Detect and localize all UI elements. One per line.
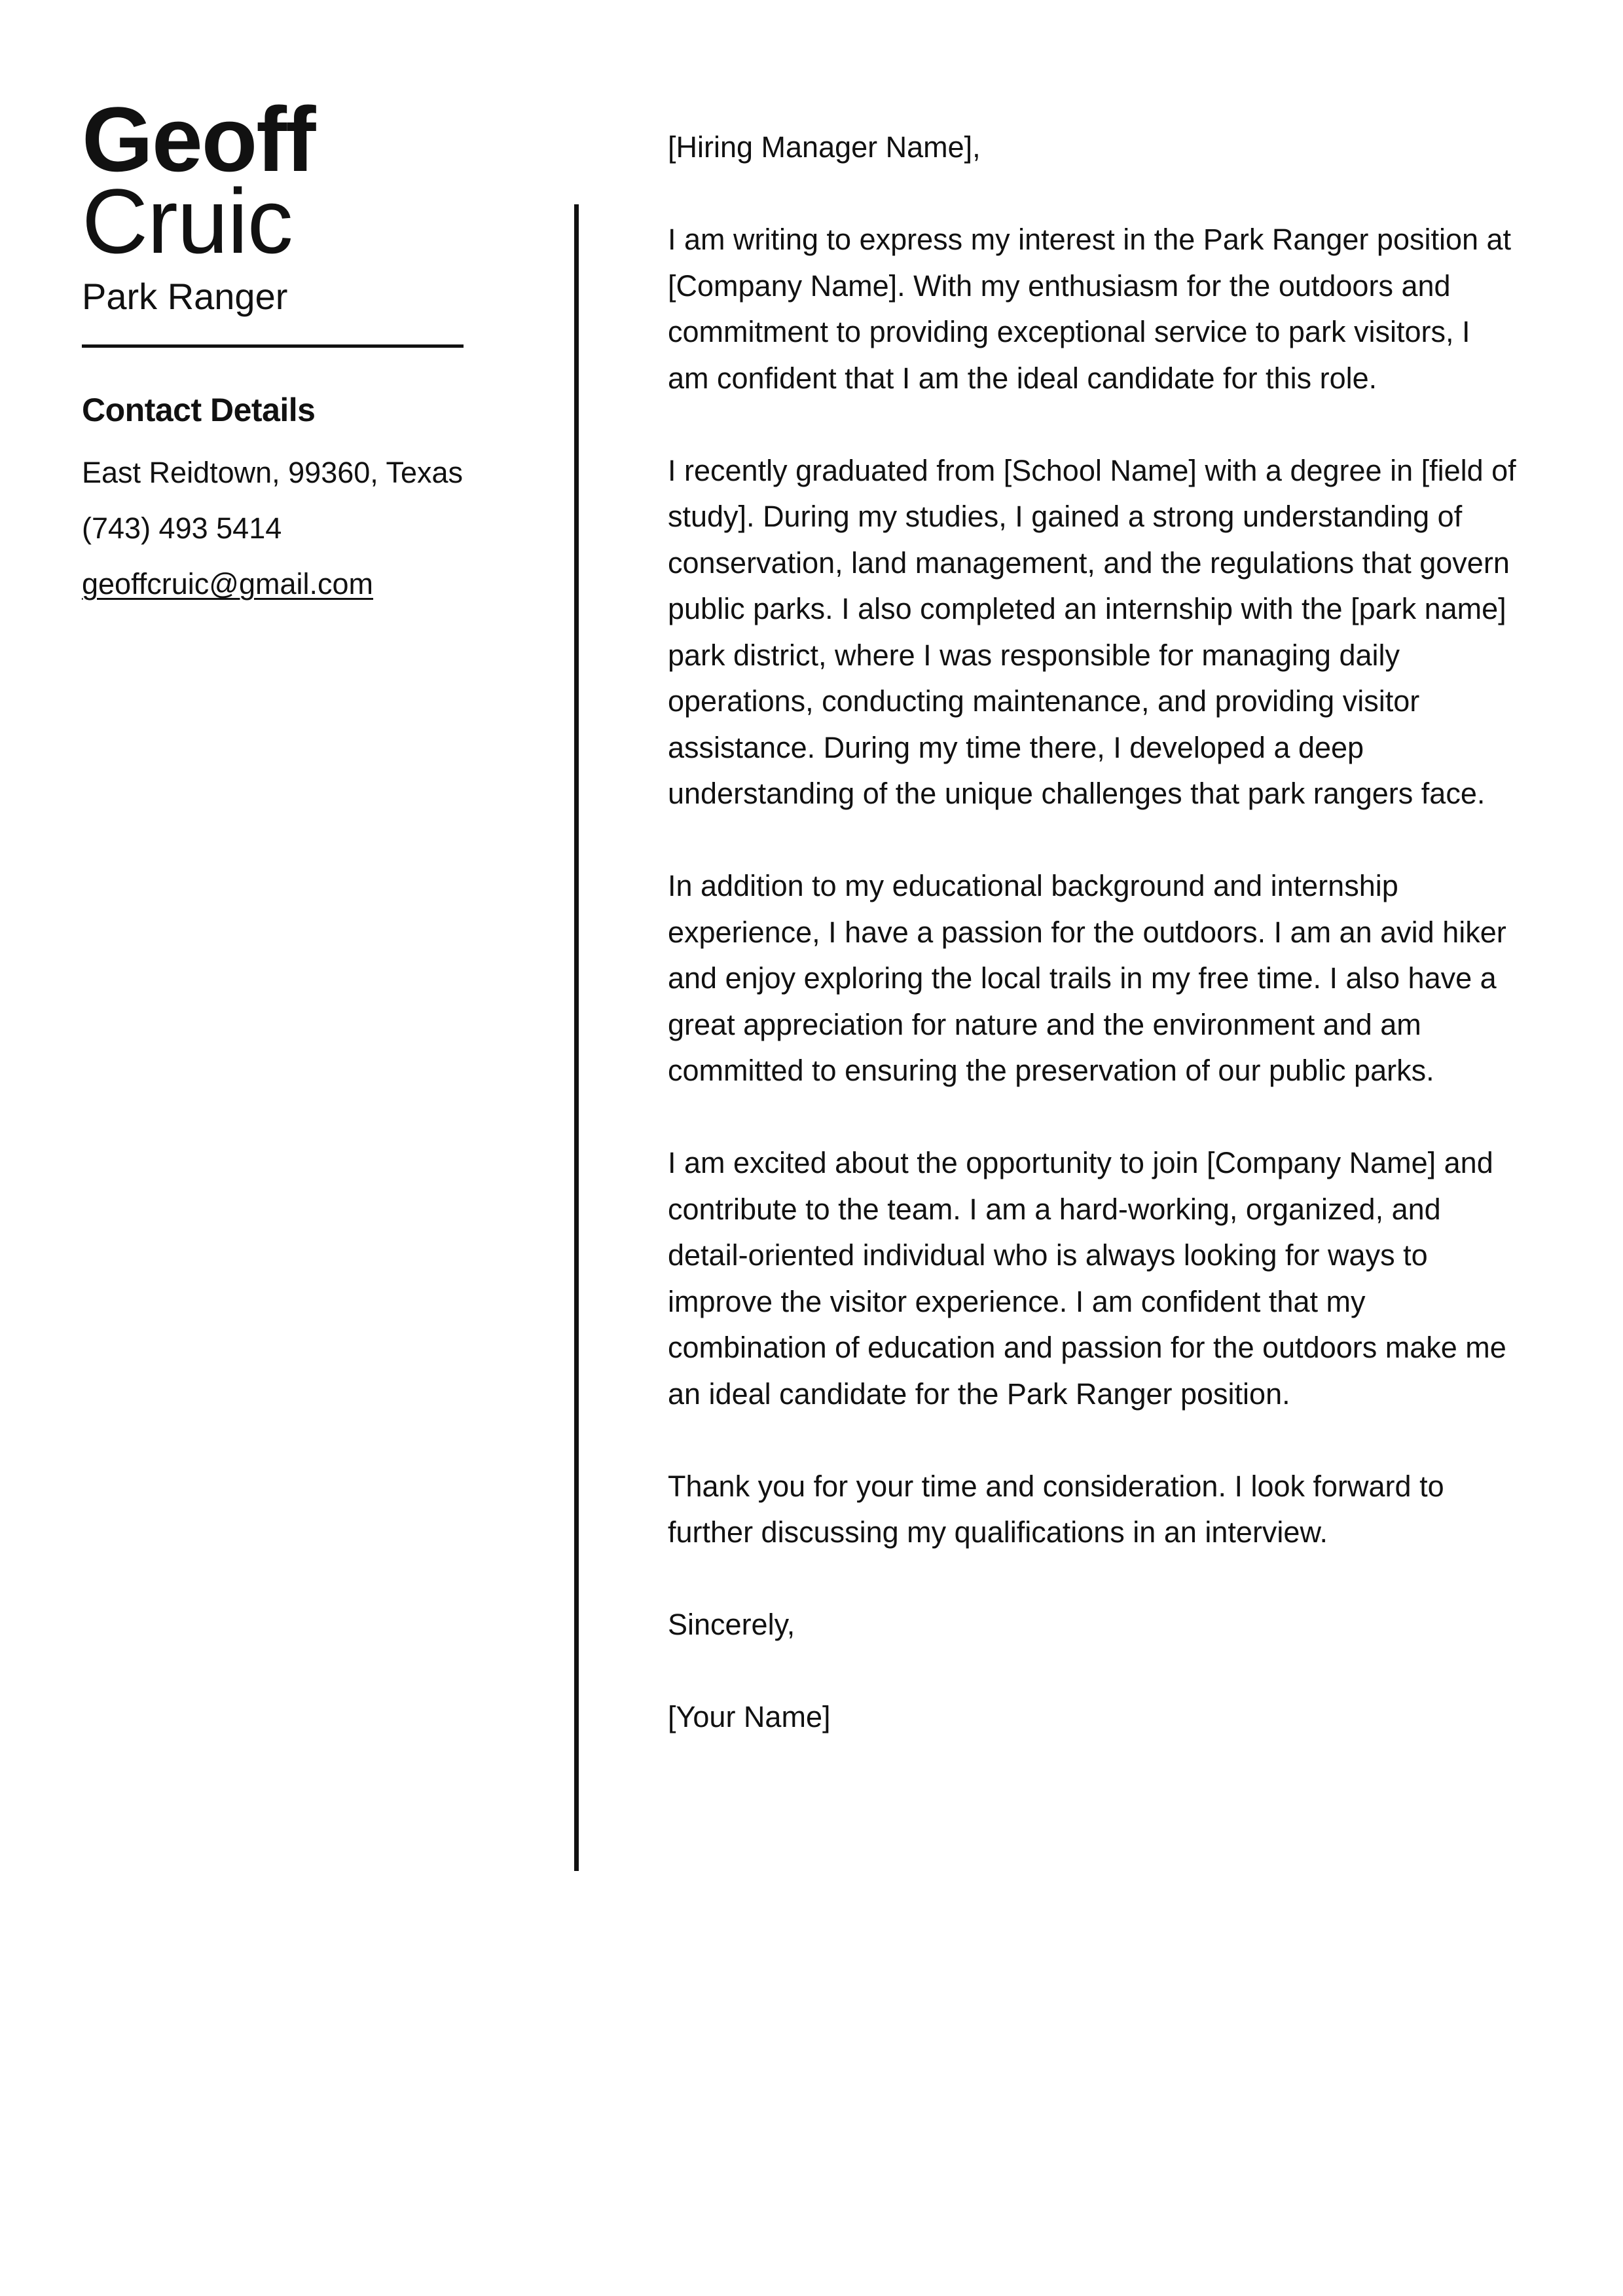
letter-paragraph: I am excited about the opportunity to join [Company Name] and contribute to the team. I am a hard-working, organized, and detail-oriented individual who is always looking for ways to improve the visitor experience. I am confident that my combination of education and passion for the outdoors make me an ideal candidate for the Park Ranger position. (668, 1146, 1506, 1411)
letter-paragraph: In addition to my educational background and internship experience, I have a passion for the outdoors. I am an avid hiker and enjoy exploring the local trails in my free time. I also have a great appreciation for nature and the environment and am committed to ensuring the preservation of our public parks. (668, 869, 1506, 1087)
last-name: Cruic (82, 170, 293, 272)
letter-paragraph: I recently graduated from [School Name] with a degree in [field of study]. During my studies, I gained a strong understanding of conservation, land management, and the regulations that govern public parks. I also completed an internship with the [park name] park district, where I was responsible for managing daily operations, conducting maintenance, and providing visitor assistance. During my time there, I developed a deep understanding of the unique challenges that park rangers face. (668, 453, 1516, 810)
contact-email-link[interactable]: geoffcruic@gmail.com (82, 567, 374, 601)
contact-phone: (743) 493 5414 (82, 511, 282, 545)
sidebar (82, 88, 475, 612)
letter-paragraph: Thank you for your time and consideration. I look forward to further discussing my qualifications in an interview. (668, 1469, 1444, 1549)
column-divider (574, 204, 579, 1871)
first-name: Geoff (82, 88, 315, 191)
letter-body (668, 124, 1519, 1787)
letter-signature: [Your Name] (668, 1700, 831, 1733)
job-title: Park Ranger (82, 276, 288, 317)
letter-closing: Sincerely, (668, 1608, 795, 1641)
letter-paragraph: I am writing to express my interest in the Park Ranger position at [Company Name]. With my enthusiasm for the outdoors and commitment to providing exceptional service to park visitors, I am confident that I am the ideal candidate for this role. (668, 223, 1512, 395)
contact-address: East Reidtown, 99360, Texas (82, 456, 464, 489)
letter-salutation: [Hiring Manager Name], (668, 130, 981, 164)
contact-heading: Contact Details (82, 392, 316, 428)
header-divider (82, 344, 464, 348)
